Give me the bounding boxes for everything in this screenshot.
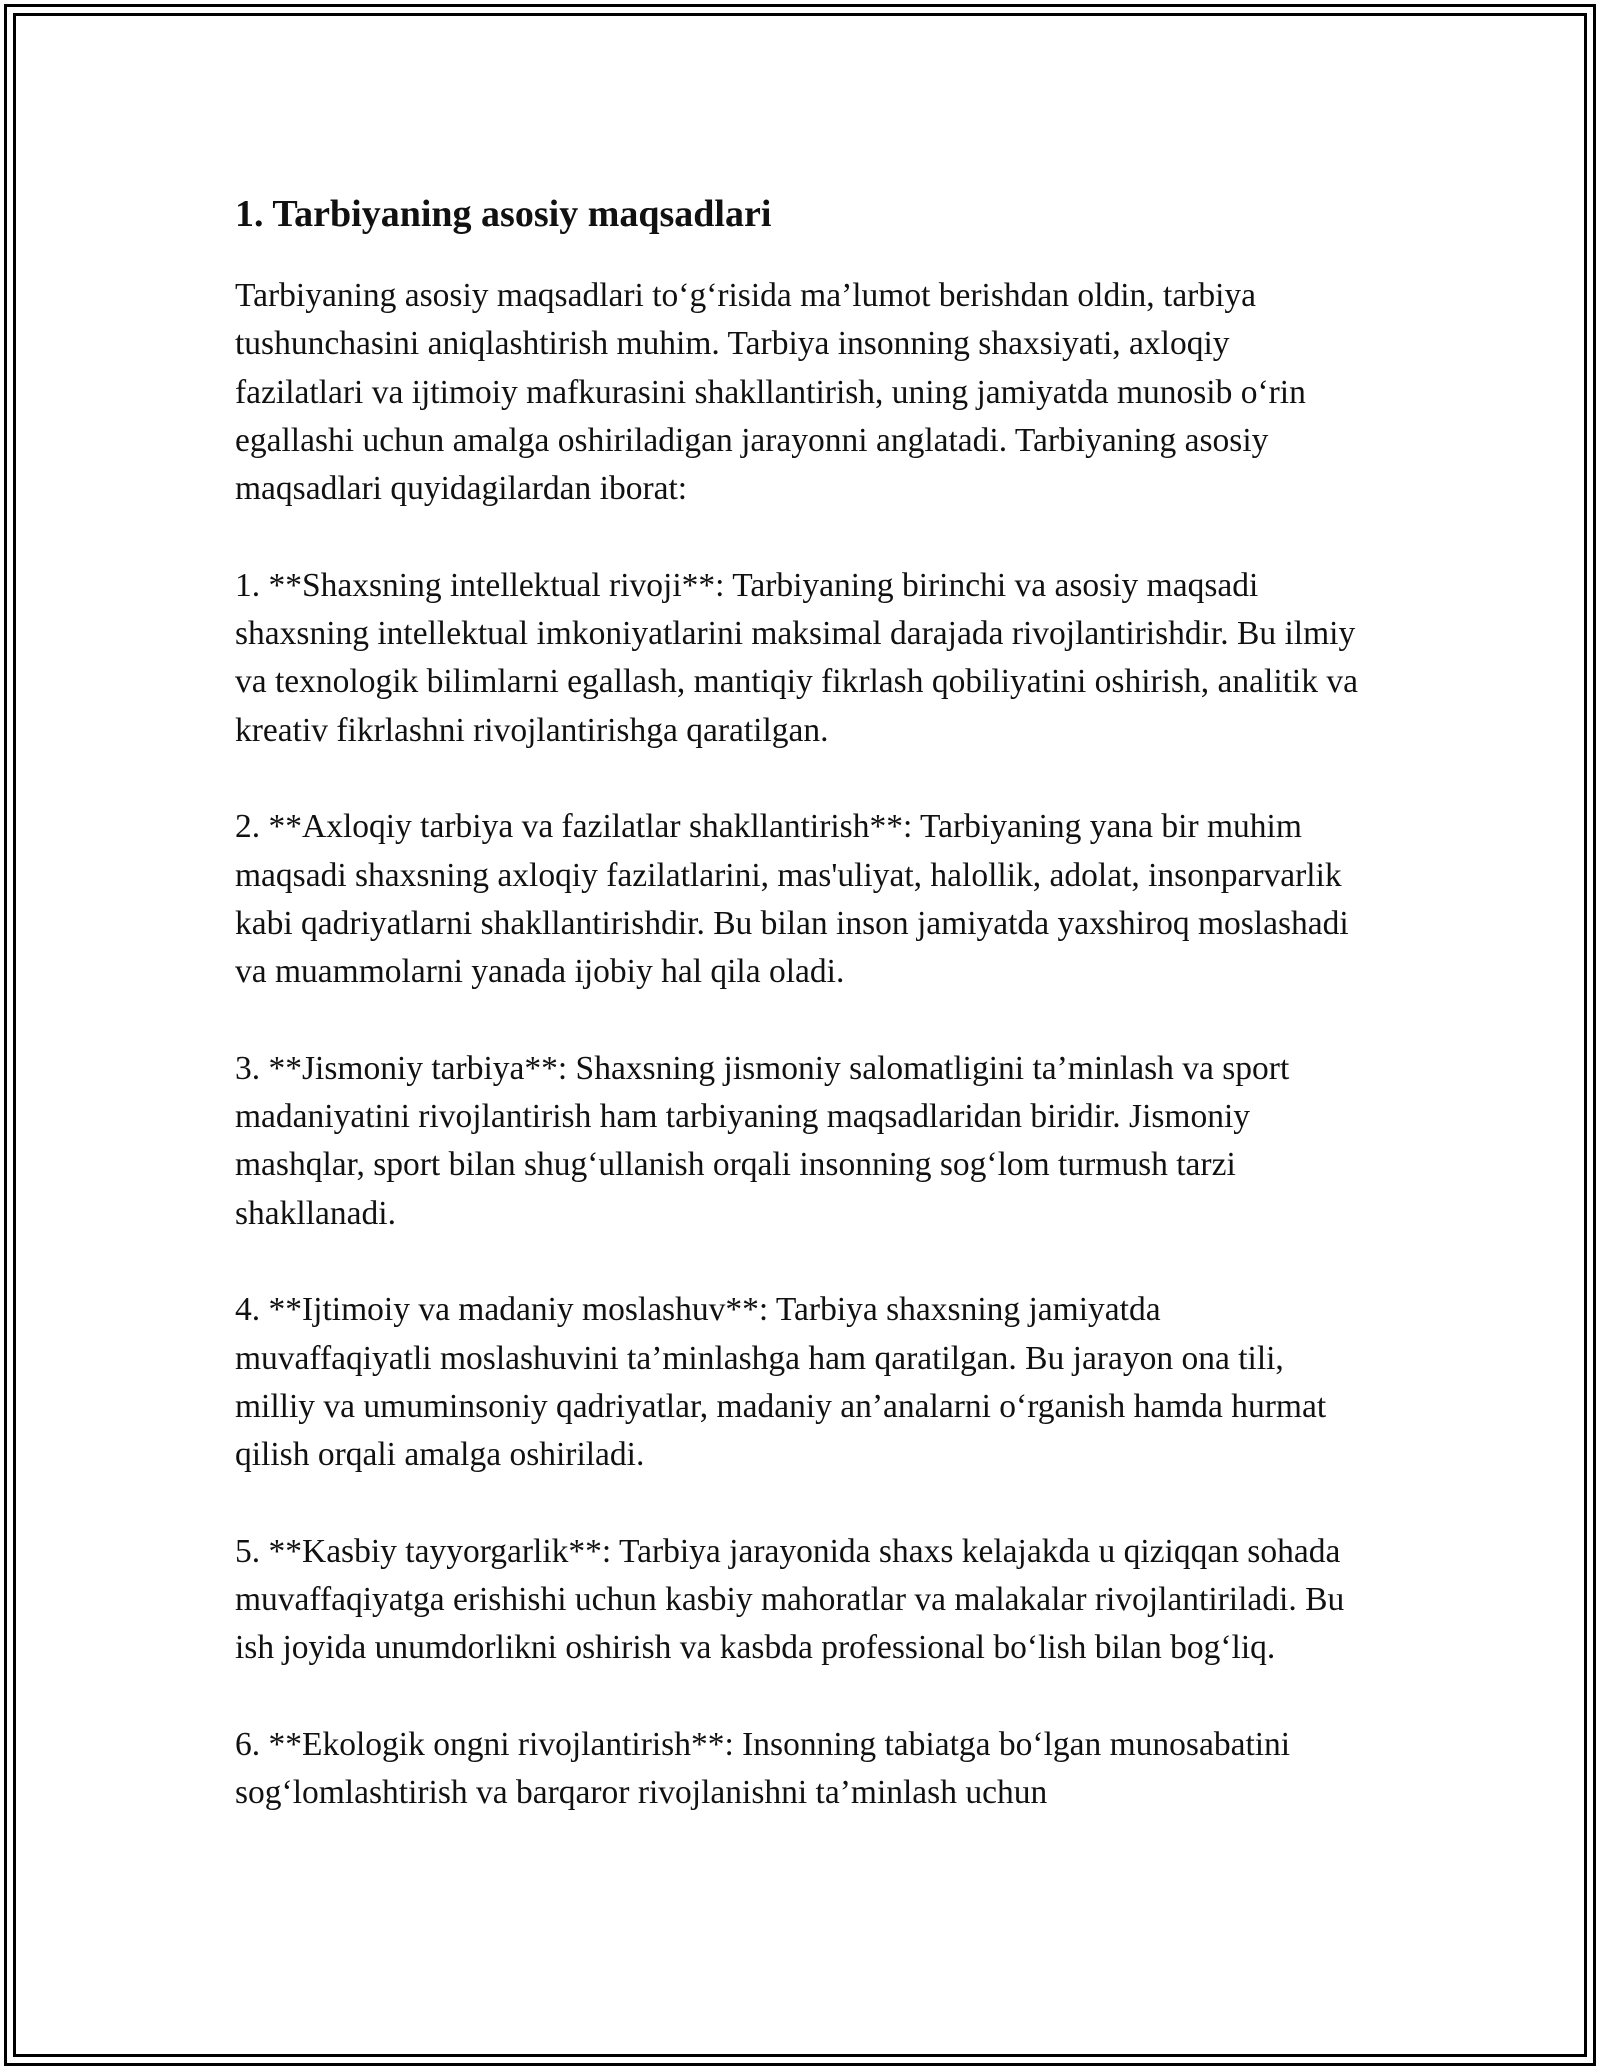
list-item-ecological-awareness: 6. **Ekologik ongni rivojlantirish**: Insonning tabiatga bo‘lgan munosabatini sog‘lomlashtirish va barqaror rivojlanishni ta’minlash uchun [235, 1725, 1291, 1812]
document-page [235, 186, 1365, 1866]
list-item-intellectual-development: 1. **Shaxsning intellektual rivoji**: Tarbiyaning birinchi va asosiy maqsadi shaxsning intellektual imkoniyatlarini maksimal darajada rivojlantirishdir. Bu ilmiy va texnologik bilimlarni egallash, mantiqiy fikrlash qobiliyatini oshirish, analitik va kreativ fikrlashni rivojlantirishga qaratilgan. [235, 566, 1358, 749]
list-item-physical-education: 3. **Jismoniy tarbiya**: Shaxsning jismoniy salomatligini ta’minlash va sport madaniyatini rivojlantirish ham tarbiyaning maqsadlaridan biridir. Jismoniy mashqlar, sport bilan shug‘ullanish orqali insonning sog‘lom turmush tarzi shakllanadi. [235, 1049, 1290, 1232]
list-item-professional-training: 5. **Kasbiy tayyorgarlik**: Tarbiya jarayonida shaxs kelajakda u qiziqqan sohada muvaffaqiyatga erishishi uchun kasbiy mahoratlar va malakalar rivojlantiriladi. Bu ish joyida unumdorlikni oshirish va kasbda professional bo‘lish bilan bog‘liq. [235, 1532, 1345, 1667]
list-item-moral-education: 2. **Axloqiy tarbiya va fazilatlar shakllantirish**: Tarbiyaning yana bir muhim maqsadi shaxsning axloqiy fazilatlarini, mas'uliyat, halollik, adolat, insonparvarlik kabi qadriyatlarni shakllantirishdir. Bu bilan inson jamiyatda yaxshiroq moslashadi va muammolarni yanada ijobiy hal qila oladi. [235, 808, 1349, 991]
section-heading: 1. Tarbiyaning asosiy maqsadlari [235, 193, 772, 235]
intro-paragraph: Tarbiyaning asosiy maqsadlari to‘g‘risida ma’lumot berishdan oldin, tarbiya tushunchasini aniqlashtirish muhim. Tarbiya insonning shaxsiyati, axloqiy fazilatlari va ijtimoiy mafkurasini shakllantirish, uning jamiyatda munosib o‘rin egallashi uchun amalga oshiriladigan jarayonni anglatadi. Tarbiyaning asosiy maqsadlari quyidagilardan iborat: [235, 277, 1306, 508]
list-item-social-cultural-adaptation: 4. **Ijtimoiy va madaniy moslashuv**: Tarbiya shaxsning jamiyatda muvaffaqiyatli moslashuvini ta’minlashga ham qaratilgan. Bu jarayon ona tili, milliy va umuminsoniy qadriyatlar, madaniy an’analarni o‘rganish hamda hurmat qilish orqali amalga oshiriladi. [235, 1291, 1327, 1474]
